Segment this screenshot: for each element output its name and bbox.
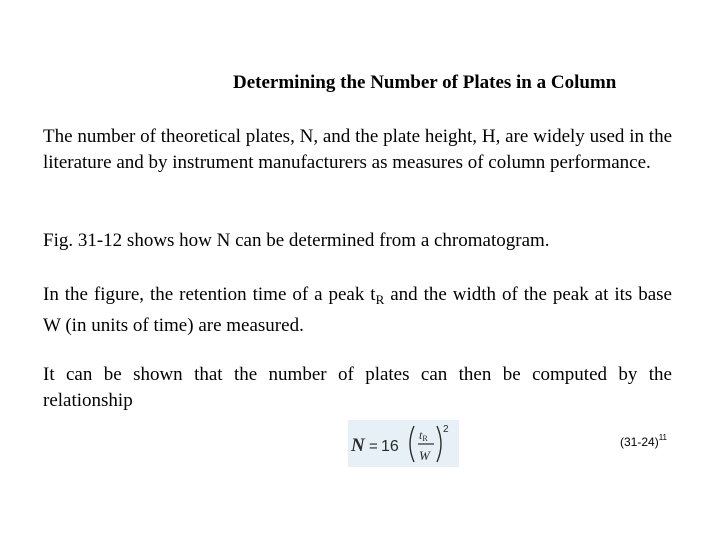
formula-graphic bbox=[348, 420, 459, 467]
paragraph-relationship: It can be shown that the number of plates can then be computed by the relationship bbox=[43, 364, 672, 411]
equation-number-label: (31-24) bbox=[620, 435, 659, 449]
paragraph-figure-reference: Fig. 31-12 shows how N can be determined from a chromatogram. bbox=[43, 230, 550, 251]
slide-title: Determining the Number of Plates in a Column bbox=[233, 72, 617, 93]
retention-subscript: R bbox=[375, 292, 385, 307]
formula-numerator bbox=[419, 428, 428, 443]
equation-number-superscript: 11 bbox=[658, 433, 667, 442]
formula-coefficient: 16 bbox=[381, 438, 399, 455]
paragraph-retention-time bbox=[43, 282, 672, 339]
right-parenthesis bbox=[437, 426, 441, 462]
left-parenthesis bbox=[410, 426, 414, 462]
formula-numerator-sub: R bbox=[422, 434, 428, 443]
paragraph-plates-definition: The number of theoretical plates, N, and the plate height, H, are widely used in the literature and by instrument manufacturers as measures of column performance. bbox=[43, 126, 672, 173]
equation-number bbox=[620, 433, 667, 449]
retention-text-start: In the figure, the retention time of a peak t bbox=[43, 284, 376, 305]
formula-exponent: 2 bbox=[443, 424, 449, 435]
formula-numerator-base: t bbox=[419, 428, 423, 442]
formula-lhs: N bbox=[351, 435, 365, 456]
formula-equals: = bbox=[369, 438, 378, 455]
formula-denominator: W bbox=[419, 448, 430, 463]
plate-count-formula bbox=[348, 420, 459, 467]
retention-text-end: and the width of the peak at its base W (in units of time) are measured. bbox=[43, 284, 672, 336]
